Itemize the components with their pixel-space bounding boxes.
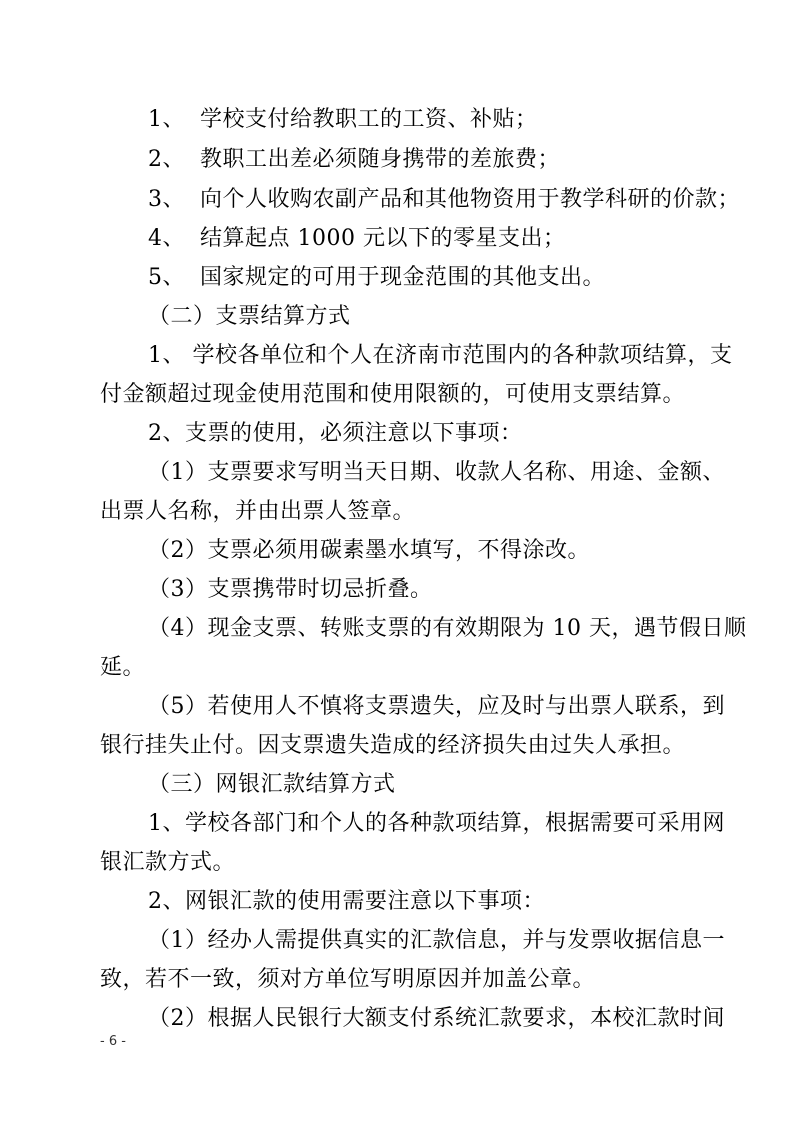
list-item-3: 3、 向个人收购农副产品和其他物资用于教学科研的价款； (148, 187, 740, 212)
paragraph-line: 出票人名称，并由出票人签章。 (100, 499, 416, 524)
list-item-1: 1、 学校支付给教职工的工资、补贴； (148, 107, 538, 132)
section-heading-online-banking: （三）网银汇款结算方式 (148, 772, 396, 797)
paragraph-line: 1、 学校各单位和个人在济南市范围内的各种款项结算，支 (148, 343, 733, 368)
paragraph-line: （5）若使用人不慎将支票遗失，应及时与出票人联系，到 (148, 694, 725, 719)
list-item-2: 2、 教职工出差必须随身携带的差旅费； (148, 147, 560, 172)
paragraph-line: （2）根据人民银行大额支付系统汇款要求，本校汇款时间 (148, 1006, 725, 1031)
list-item-4: 4、 结算起点 1000 元以下的零星支出； (148, 226, 566, 251)
section-heading-cheque: （二）支票结算方式 (148, 304, 351, 329)
paragraph-line: 2、支票的使用，必须注意以下事项： (148, 421, 523, 446)
paragraph-line: （2）支票必须用碳素墨水填写，不得涂改。 (148, 538, 590, 563)
paragraph-line: （4）现金支票、转账支票的有效期限为 10 天，遇节假日顺 (148, 616, 747, 641)
paragraph-line: 1、学校各部门和个人的各种款项结算，根据需要可采用网 (148, 811, 725, 836)
paragraph-line: 银汇款方式。 (100, 850, 236, 875)
paragraph-line: 延。 (100, 655, 146, 680)
paragraph-line: 银行挂失止付。因支票遗失造成的经济损失由过失人承担。 (100, 733, 686, 758)
paragraph-line: （3）支票携带时切忌折叠。 (148, 577, 433, 602)
paragraph-line: 2、网银汇款的使用需要注意以下事项： (148, 889, 545, 914)
paragraph-line: 致，若不一致，须对方单位写明原因并加盖公章。 (100, 967, 596, 992)
page-number: - 6 - (100, 1034, 126, 1049)
paragraph-line: （1）经办人需提供真实的汇款信息，并与发票收据信息一 (148, 928, 725, 953)
paragraph-line: 付金额超过现金使用范围和使用限额的，可使用支票结算。 (100, 382, 686, 407)
list-item-5: 5、 国家规定的可用于现金范围的其他支出。 (148, 265, 605, 290)
paragraph-line: （1）支票要求写明当天日期、收款人名称、用途、金额、 (148, 460, 725, 485)
